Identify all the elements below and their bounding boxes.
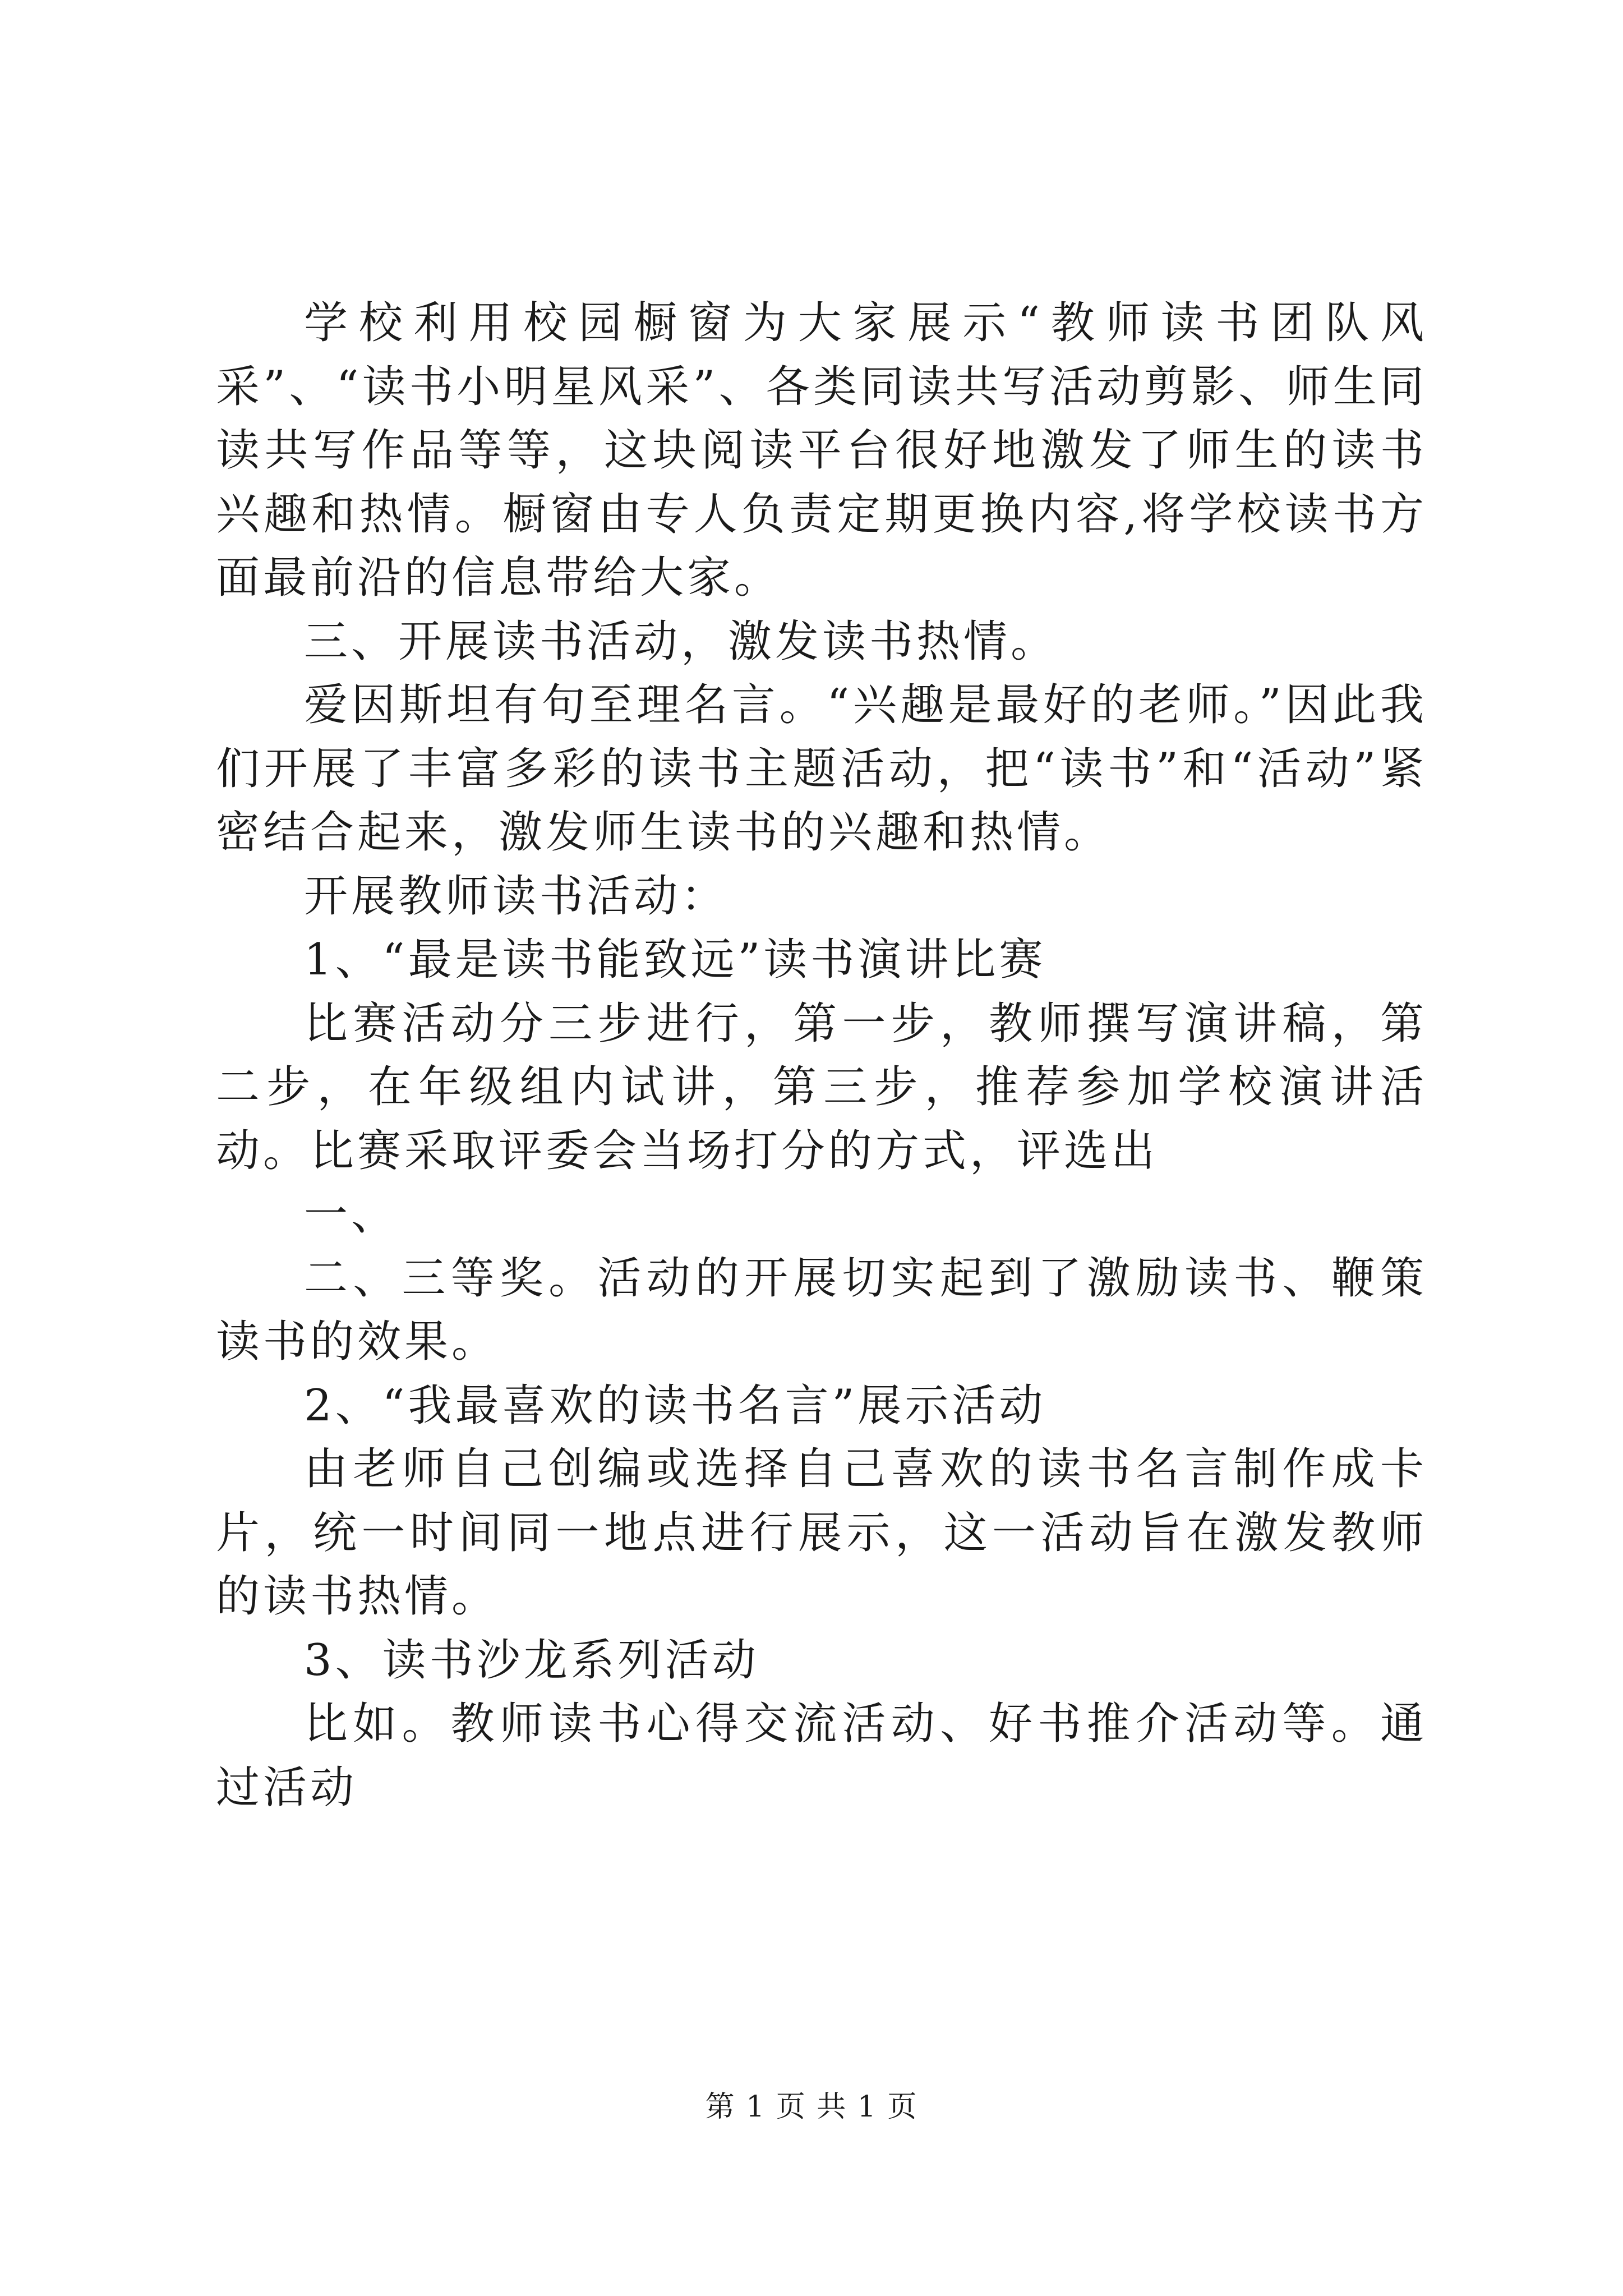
list-item-speech-contest-title: 1、“最是读书能致远”读书演讲比赛 [304, 935, 1046, 985]
section-heading-reading-activities: 三、开展读书活动，激发读书热情。 [304, 616, 1058, 667]
paragraph-speech-contest-steps: 比赛活动分三步进行，第一步，教师撰写演讲稿，第二步，在年级组内试讲，第三步，推荐参加学校演讲活动。比赛采取评委会当场打分的方式，评选出 [216, 998, 1427, 1176]
paragraph-window-display: 学校利用校园橱窗为大家展示“教师读书团队风采”、“读书小明星风采”、各类同读共写活动剪影、师生同读共写作品等等，这块阅读平台很好地激发了师生的读书兴趣和热情。橱窗由专人负责定期更换内容,将学校读书方面最前沿的信息带给大家。 [216, 298, 1427, 603]
paragraph-reading-salon: 比如。教师读书心得交流活动、好书推介活动等。通过活动 [216, 1699, 1427, 1813]
document-body [216, 292, 1427, 1820]
paragraph-second-third-prize: 二、三等奖。活动的开展切实起到了激励读书、鞭策读书的效果。 [216, 1253, 1427, 1367]
paragraph-first-prize: 一、 [304, 1189, 399, 1240]
paragraph-quote-cards: 由老师自己创编或选择自己喜欢的读书名言制作成卡片，统一时间同一地点进行展示，这一活动旨在激发教师的读书热情。 [216, 1444, 1427, 1622]
page-footer: 第 1 页 共 1 页 [705, 2090, 918, 2124]
paragraph-einstein-quote: 爱因斯坦有句至理名言。“兴趣是最好的老师。”因此我们开展了丰富多彩的读书主题活动，把“读书”和“活动”紧密结合起来，激发师生读书的兴趣和热情。 [216, 680, 1427, 858]
list-item-quote-display-title: 2、“我最喜欢的读书名言”展示活动 [304, 1380, 1046, 1431]
list-item-reading-salon-title: 3、读书沙龙系列活动 [304, 1635, 759, 1686]
paragraph-teacher-activities-intro: 开展教师读书活动： [304, 871, 728, 922]
